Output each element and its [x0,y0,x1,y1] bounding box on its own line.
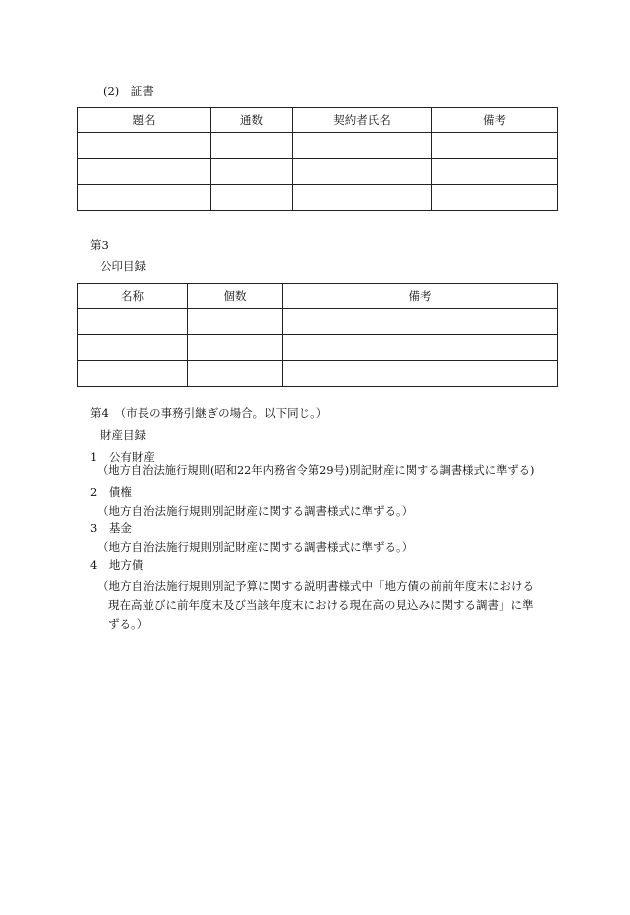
section-2-heading: (2) 証書 [103,84,154,98]
table-cell [188,361,283,387]
table-cell [432,185,558,211]
table-cell [78,309,188,335]
table-row [78,309,558,335]
table-cell [283,361,558,387]
table-cell [188,335,283,361]
table-row [78,185,558,211]
table-header-row [78,284,558,309]
table-cell [293,185,432,211]
table-cell [293,159,432,185]
table-cell [283,335,558,361]
section-3-number: 第3 [90,238,109,252]
table-row [78,133,558,159]
item-funds-note: （地方自治法施行規則別記財産に関する調書様式に準ずる。） [97,540,414,554]
section-4-title: 財産目録 [100,428,146,442]
column-header-count: 通数 [211,108,293,133]
certificate-table [77,107,558,211]
item-receivables-label: 2 債権 [90,485,132,499]
column-header-contractor: 契約者氏名 [293,108,432,133]
item-local-bonds-note-line-1: （地方自治法施行規則別記予算に関する説明書様式中「地方債の前前年度末における [97,579,534,593]
table-header-row [78,108,558,133]
column-header-remarks: 備考 [432,108,558,133]
section-3-title: 公印目録 [100,259,146,273]
item-funds-label: 3 基金 [90,521,132,535]
column-header-quantity: 個数 [188,284,283,309]
section-4-heading: 第4 （市長の事務引継ぎの場合。以下同じ。） [90,406,328,420]
table-cell [211,159,293,185]
table-cell [211,185,293,211]
column-header-name: 名称 [78,284,188,309]
table-cell [432,159,558,185]
table-cell [78,335,188,361]
item-local-bonds-note-line-3: ずる。） [108,617,149,631]
table-row [78,335,558,361]
item-receivables-note: （地方自治法施行規則別記財産に関する調書様式に準ずる。） [97,504,414,518]
item-public-property-label: 1 公有財産 [90,450,155,464]
table-cell [432,133,558,159]
item-public-property-note: （地方自治法施行規則(昭和22年内務省令第29号)別記財産に関する調書様式に準ずる) [97,464,535,477]
table-cell [188,309,283,335]
column-header-remarks: 備考 [283,284,558,309]
table-cell [78,159,211,185]
table-cell [283,309,558,335]
table-cell [78,361,188,387]
table-cell [78,133,211,159]
table-row [78,361,558,387]
table-cell [293,133,432,159]
table-cell [211,133,293,159]
table-cell [78,185,211,211]
item-local-bonds-label: 4 地方債 [90,558,144,572]
table-row [78,159,558,185]
official-seal-table [77,283,558,387]
item-local-bonds-note-line-2: 現在高並びに前年度末及び当該年度末における現在高の見込みに関する調書」に準 [108,598,534,612]
column-header-title: 題名 [78,108,211,133]
